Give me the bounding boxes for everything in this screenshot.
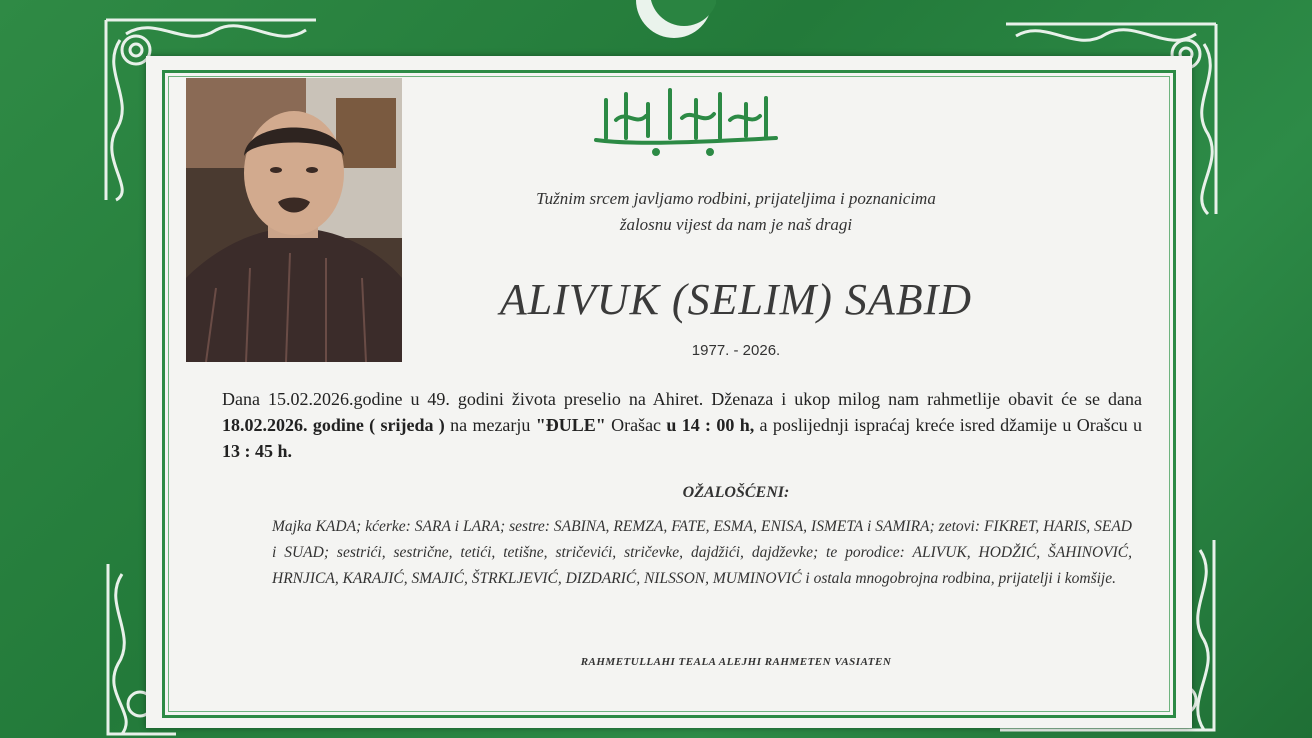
announcement-part-3: Orašac bbox=[605, 415, 667, 435]
closing-prayer: RAHMETULLAHI TEALA ALEJHI RAHMETEN VASIATEN bbox=[580, 656, 892, 668]
announcement-paragraph bbox=[222, 386, 1142, 464]
funeral-time: u 14 : 00 h, bbox=[666, 415, 755, 435]
obituary-paper bbox=[146, 56, 1192, 728]
announcement-part-4: a poslijednji ispraćaj kreće isred džamije u Orašcu u bbox=[754, 415, 1143, 435]
intro-text bbox=[416, 186, 1056, 238]
intro-line-2: žalosnu vijest da nam je naš dragi bbox=[619, 215, 853, 234]
announcement-part-1: Dana 15.02.2026.godine u 49. godini života preselio na Ahiret. Dženaza i ukop milog nam rahmetlije obavit će se dana bbox=[222, 389, 1142, 409]
arabic-calligraphy bbox=[586, 80, 786, 160]
announcement-part-2: na mezarju bbox=[444, 415, 536, 435]
deceased-years: 1977. - 2026. bbox=[691, 342, 781, 359]
portrait-photo bbox=[186, 78, 402, 362]
mourners-title: OŽALOŠĆENI: bbox=[682, 484, 790, 501]
cemetery-name: "ĐULE" bbox=[535, 415, 606, 435]
procession-time: 13 : 45 h. bbox=[222, 441, 293, 461]
funeral-date: 18.02.2026. godine ( srijeda ) bbox=[222, 415, 445, 435]
intro-line-1: Tužnim srcem javljamo rodbini, prijateljima i poznanicima bbox=[536, 189, 936, 208]
mourners-list: Majka KADA; kćerke: SARA i LARA; sestre: SABINA, REMZA, FATE, ESMA, ENISA, ISMETA i SAMIRA; zetovi: FIKRET, HARIS, SEAD i SUAD; sestrići, sestrične, tetići, tetišne, stričevići, stričevke, dajdžići, dajdževke; te porodice: ALIVUK, HODŽIĆ, ŠAHINOVIĆ, HRNJICA, KARAJIĆ, SMAJIĆ, ŠTRKLJEVIĆ, DIZDARIĆ, NILSSON, MUMINOVIĆ i ostala mnogobrojna rodbina, prijatelji i komšije. bbox=[272, 518, 1132, 587]
crescent-moon-icon bbox=[632, 0, 716, 42]
deceased-name: ALIVUK (SELIM) SABID bbox=[499, 275, 973, 324]
calligraphy-graphic bbox=[586, 80, 786, 160]
